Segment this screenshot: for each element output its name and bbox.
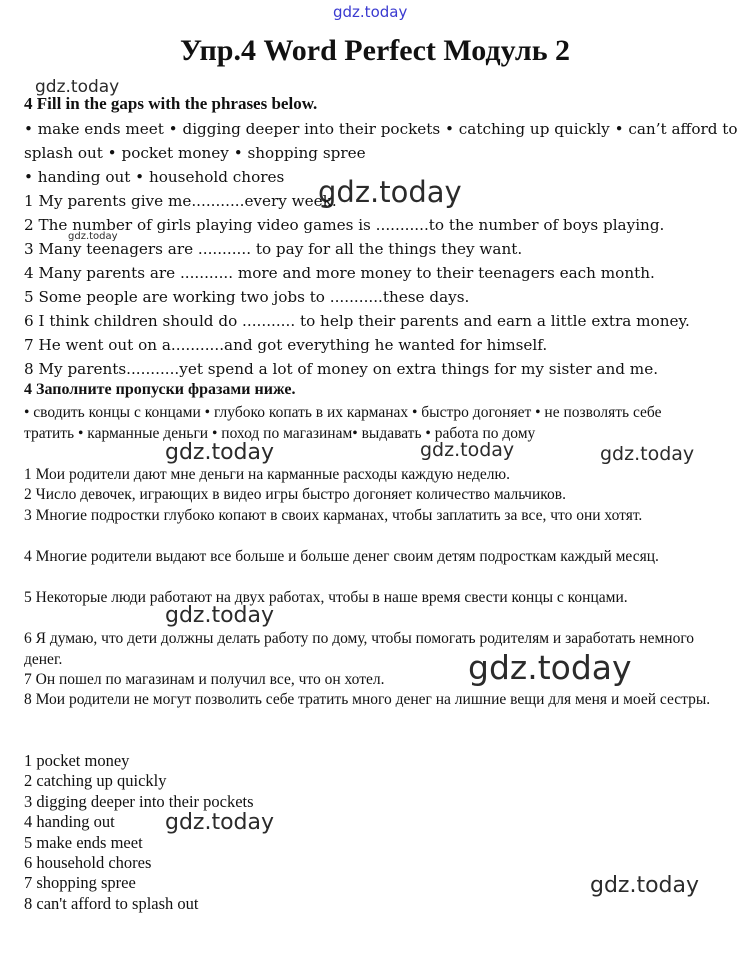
russian-sentence: 3 Многие подростки глубоко копают в своих карманах, чтобы заплатить за все, что они хотят. bbox=[24, 507, 643, 524]
answer-list bbox=[24, 751, 254, 914]
answer-item: 2 catching up quickly bbox=[24, 771, 167, 791]
english-sentence: 3 Many teenagers are ........... to pay for all the things they want. bbox=[24, 240, 523, 258]
watermark: gdz.today bbox=[318, 175, 462, 209]
english-sentence: 7 He went out on a...........and got everything he wanted for himself. bbox=[24, 336, 548, 354]
answer-item: 8 can't afford to splash out bbox=[24, 893, 199, 913]
english-task-heading: 4 Fill in the gaps with the phrases below. bbox=[24, 94, 318, 113]
answer-item: 7 shopping spree bbox=[24, 873, 136, 893]
watermark: gdz.today bbox=[68, 231, 118, 242]
english-sentence: 8 My parents...........yet spend a lot of money on extra things for my sister and me. bbox=[24, 360, 659, 378]
watermark: gdz.today bbox=[420, 439, 515, 461]
page-title: Упр.4 Word Perfect Модуль 2 bbox=[179, 34, 571, 67]
english-phrases-line: • handing out • household chores bbox=[24, 168, 285, 186]
answer-item: 6 household chores bbox=[24, 852, 152, 872]
english-sentence: 2 The number of girls playing video games is ...........to the number of boys playing. bbox=[24, 216, 665, 234]
answer-item: 3 digging deeper into their pockets bbox=[24, 791, 254, 811]
answer-item: 5 make ends meet bbox=[24, 832, 143, 852]
english-sentence: 4 Many parents are ........... more and more money to their teenagers each month. bbox=[24, 264, 655, 282]
watermark: gdz.today bbox=[35, 77, 120, 97]
english-phrases-line: • make ends meet • digging deeper into their pockets • catching up quickly • can’t afford to bbox=[24, 120, 738, 138]
russian-task-heading: 4 Заполните пропуски фразами ниже. bbox=[24, 381, 296, 398]
watermark: gdz.today bbox=[165, 810, 275, 835]
russian-sentence: 5 Некоторые люди работают на двух работах, чтобы в наше время свести концы с концами. bbox=[24, 589, 628, 606]
watermark: gdz.today bbox=[165, 440, 275, 465]
english-sentence: 5 Some people are working two jobs to ...........these days. bbox=[24, 288, 470, 306]
watermark: gdz.today bbox=[590, 873, 700, 898]
russian-sentence: 1 Мои родители дают мне деньги на карманные расходы каждую неделю. bbox=[24, 466, 510, 483]
watermark: gdz.today bbox=[333, 3, 408, 21]
watermark: gdz.today bbox=[468, 648, 632, 687]
watermark: gdz.today bbox=[600, 443, 695, 465]
russian-sentence: 2 Число девочек, играющих в видео игры быстро догоняет количество мальчиков. bbox=[24, 486, 566, 503]
answer-item: 4 handing out bbox=[24, 812, 115, 832]
answer-item: 1 pocket money bbox=[24, 751, 130, 770]
russian-phrases: • сводить концы с концами • глубоко копать в их карманах • быстро догоняет • не позволять себе тратить • карманные деньги • поход по магазинам• выдавать • работа по дому bbox=[24, 404, 662, 442]
english-sentence: 1 My parents give me...........every week. bbox=[24, 192, 337, 210]
watermark: gdz.today bbox=[165, 603, 275, 628]
english-phrases-line: splash out • pocket money • shopping spree bbox=[24, 144, 366, 162]
russian-sentence: 6 Я думаю, что дети должны делать работу по дому, чтобы помогать родителям и заработать немного денег. bbox=[24, 630, 695, 668]
russian-sentence: 8 Мои родители не могут позволить себе тратить много денег на лишние вещи для меня и моей сестры. bbox=[24, 691, 711, 708]
russian-sentence: 7 Он пошел по магазинам и получил все, что он хотел. bbox=[24, 671, 385, 688]
russian-sentence: 4 Многие родители выдают все больше и больше денег своим детям подросткам каждый месяц. bbox=[24, 548, 659, 565]
english-sentence: 6 I think children should do ........... to help their parents and earn a little extra money. bbox=[24, 312, 690, 330]
